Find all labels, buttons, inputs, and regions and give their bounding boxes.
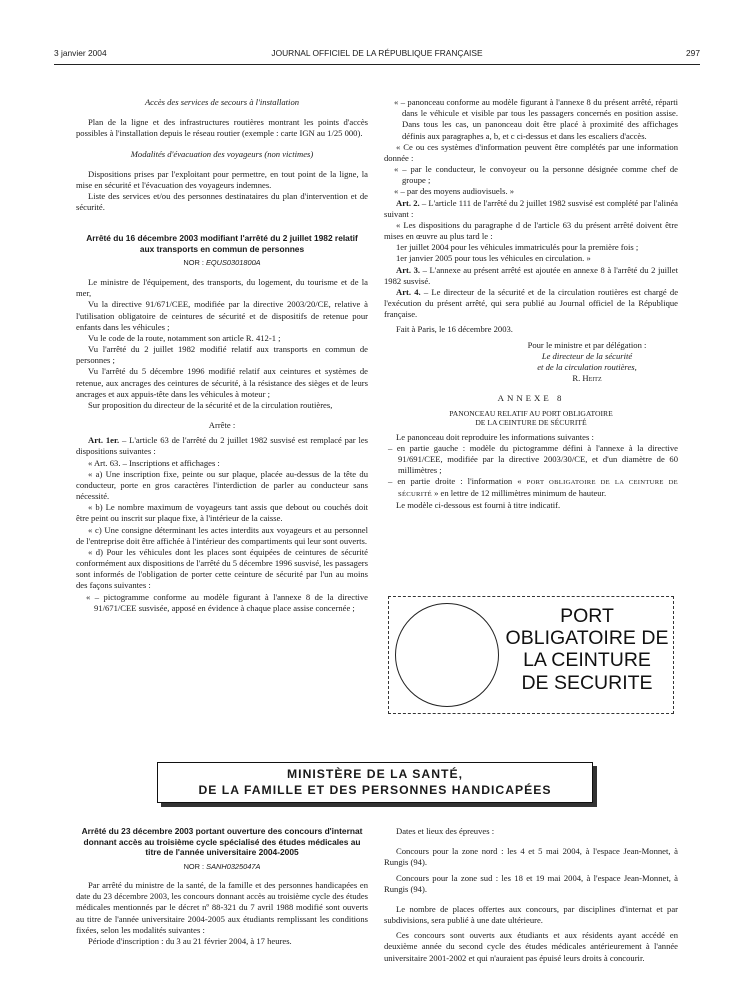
column-left-bottom (76, 826, 368, 947)
article-1: Art. 1er. – L'article 63 de l'arrêté du 2 juillet 1982 susvisé est remplacé par les dispositions suivantes : (76, 435, 368, 457)
annexe-heading: ANNEXE 8 (497, 393, 565, 404)
paragraph-vu-arrete-1996: Vu l'arrêté du 5 décembre 1996 modifié relatif aux ceintures et systèmes de retenue, aux ancrages des ceintures de sécurité, à la résistance des sièges et de leurs ancrages et aux appuis-tête dans les véhicules à moteur ; (76, 366, 368, 399)
signature-line-delegation: Pour le ministre et par délégation : (527, 339, 647, 350)
nor-reference: NOR : EQUS0301800A (183, 258, 261, 268)
paragraph-zone-sud: Concours pour la zone sud : les 18 et 19 mai 2004, à l'espace Jean-Monnet, à Rungis (94). (384, 872, 678, 894)
paragraph-dispositions: Dispositions prises par l'exploitant pour permettre, en tout point de la ligne, la mise en sécurité et l'évacuation des voyageurs indemnes. (76, 168, 368, 190)
ministry-line-1: MINISTÈRE DE LA SANTÉ, (287, 767, 463, 781)
paragraph-b: « b) Le nombre maximum de voyageurs tant assis que debout ou couchés doit être peint ou inscrit sur plaque fixe, à l'intérieur de la caisse. (76, 502, 368, 524)
seatbelt-sign-text (501, 605, 673, 694)
signature-block (384, 340, 678, 385)
seatbelt-sign-model (388, 596, 674, 714)
arrete-keyword: Arrête : (208, 420, 236, 431)
annexe-subtitle-1: PANONCEAU RELATIF AU PORT OBLIGATOIRE (449, 408, 613, 418)
nor-reference-concours: NOR : SANH0325047A (183, 861, 261, 871)
column-left-top (76, 97, 368, 614)
article-4: Art. 4. – Le directeur de la sécurité et de la circulation routières est chargé de l'exécution du présent arrêté, qui sera publié au Journal officiel de la République française. (384, 286, 679, 320)
paragraph-systemes-information: « Ce ou ces systèmes d'information peuvent être complétés par une information donnée : (384, 141, 678, 163)
article-63-heading: « Art. 63. – Inscriptions et affichages : (88, 457, 220, 468)
sign-line-1: PORT (560, 605, 614, 627)
paragraph-vu-code-route: Vu le code de la route, notamment son article R. 412-1 ; (88, 332, 281, 343)
paragraph-a: « a) Une inscription fixe, peinte ou sur plaque, placée au-dessus de la tête du conducteur, porte en gros caractères l'interdiction de parler au conducteur sans nécessité. (76, 468, 368, 502)
article-2: Art. 2. – L'article 111 de l'arrêté du 2 juillet 1982 susvisé est complété par l'alinéa suivant : (384, 197, 678, 219)
paragraph-dispositions-d: « Les dispositions du paragraphe d de l'article 63 du présent arrêté doivent être mises en œuvre au plus tard le : (384, 219, 678, 242)
paragraph-vu-arrete-1982: Vu l'arrêté du 2 juillet 1982 modifié relatif aux transports en commun de personnes ; (76, 344, 368, 366)
list-item-pictogramme: « – pictogramme conforme au modèle figurant à l'annexe 8 de la directive 91/671/CEE susvisée, apposé en évidence à chaque place assise concernée ; (86, 591, 368, 613)
paragraph-dates-lieux: Dates et lieux des épreuves : (396, 826, 495, 836)
paragraph-liste-services: Liste des services et/ou des personnes destinataires du plan d'intervention et de sécurité. (76, 191, 368, 213)
paragraph-par-arrete: Par arrêté du ministre de la santé, de la famille et des personnes handicapées en date du 23 décembre 2003, les concours donnant accès au troisième cycle des études médicales mentionnés par le décret nº 88-321 du 7 avril 1988 modifié sont ouverts au titre de l'année universitaire 2004-2005 aux étudiants remplissant les conditions fixées, selon les modalités suivantes : (76, 880, 368, 935)
paragraph-zone-nord: Concours pour la zone nord : les 4 et 5 mai 2004, à l'espace Jean-Monnet, à Rungis (94). (384, 846, 678, 868)
signature-name: R. Heitz (572, 373, 602, 384)
paragraph-1-janvier-2005: 1er janvier 2005 pour tous les véhicules en circulation. » (396, 253, 591, 264)
sign-line-2: OBLIGATOIRE DE (505, 627, 669, 650)
list-item-partie-droite: – en partie droite : l'information « PORT OBLIGATOIRE DE LA CEINTURE DE SÉCURITÉ » en lettre de 12 millimètres minimum de hauteur. (388, 476, 678, 498)
heading-acces-secours: Accès des services de secours à l'installation (144, 97, 300, 107)
list-item-conducteur: « – par le conducteur, le convoyeur ou la personne désignée comme chef de groupe ; (394, 164, 678, 186)
paragraph-ces-concours: Ces concours sont ouverts aux étudiants et aux résidents ayant accédé en deuxième année du second cycle des études médicales antérieurement à l'année universitaire 2001-2002 et qui n'auraient pas épuisé leurs droits à concourir. (384, 930, 678, 963)
sign-line-3: LA CEINTURE (523, 649, 651, 672)
paragraph-plan-ligne: Plan de la ligne et des infrastructures routières montrant les points d'accès possibles à l'installation depuis le réseau routier (exemple : carte IGN au 1/25 000). (76, 117, 368, 139)
paragraph-periode-inscription: Période d'inscription : du 3 au 21 février 2004, à 17 heures. (88, 935, 292, 946)
paragraph-ministre: Le ministre de l'équipement, des transports, du logement, du tourisme et de la mer, (76, 277, 368, 299)
annexe-subtitle-2: DE LA CEINTURE DE SÉCURITÉ (475, 418, 587, 428)
ministry-heading-box (157, 762, 593, 803)
paragraph-vu-directive: Vu la directive 91/671/CEE, modifiée par la directive 2003/20/CE, relative à l'utilisation obligatoire de ceintures de sécurité et de dispositifs de retenue pour enfants dans les véhicules ; (76, 299, 368, 332)
paragraph-d: « d) Pour les véhicules dont les places sont équipées de ceintures de sécurité conformément aux dispositions de l'arrêté du 5 décembre 1996 susvisé, les passagers sont informés de l'obligation de porter cette ceinture de sécurité par l'un au moins des façons suivantes : (76, 546, 368, 591)
seatbelt-pictogram-icon (395, 603, 499, 707)
fait-a-paris: Fait à Paris, le 16 décembre 2003. (396, 324, 513, 335)
heading-modalites-evacuation: Modalités d'évacuation des voyageurs (non victimes) (130, 148, 314, 159)
ministry-line-2: DE LA FAMILLE ET DES PERSONNES HANDICAPÉES (198, 782, 552, 797)
paragraph-panonceau-infos: Le panonceau doit reproduire les informations suivantes : (396, 431, 594, 442)
header-page-number: 297 (686, 48, 700, 58)
column-right-top (384, 97, 678, 511)
list-item-partie-gauche: – en partie gauche : modèle du pictogramme défini à l'annexe à la directive 91/691/CEE, modifiée par la directive 2003/30/CE, et d'un diamètre de 60 millimètres ; (388, 442, 678, 476)
arrete-title-concours: Arrêté du 23 décembre 2003 portant ouverture des concours d'internat donnant accès au troisième cycle spécialisé des études médicales au titre de l'année universitaire 2004-2005 (81, 826, 363, 857)
paragraph-c: « c) Une consigne déterminant les actes interdits aux voyageurs et au personnel de l'entreprise doit être affichée à l'intérieur des compartiments qui leur sont ouverts. (76, 524, 368, 546)
paragraph-modele-indicatif: Le modèle ci-dessous est fourni à titre indicatif. (396, 499, 561, 510)
page-header (54, 48, 700, 62)
sign-line-4: DE SECURITE (521, 671, 653, 694)
article-3: Art. 3. – L'annexe au présent arrêté est ajoutée en annexe 8 à l'arrêté du 2 juillet 1982 susvisé. (384, 264, 678, 286)
paragraph-sur-proposition: Sur proposition du directeur de la sécurité et de la circulation routières, (88, 399, 333, 410)
signature-line-circulation: et de la circulation routières, (537, 361, 637, 372)
header-date: 3 janvier 2004 (54, 48, 107, 58)
header-rule (54, 64, 700, 65)
signature-line-directeur: Le directeur de la sécurité (541, 350, 633, 361)
paragraph-nombre-places: Le nombre de places offertes aux concours, par disciplines d'internat et par subdivisions, sera publié à une date ultérieure. (384, 903, 678, 926)
list-item-panonceau: « – panonceau conforme au modèle figurant à l'annexe 8 du présent arrêté, réparti dans le véhicule et visible par tous les passagers concernés en position assise. Dans tous les cas, un panonceau doit être placé à proximité des affichages définis aux paragraphes a, b, et c ci-dessus et dans les escaliers d'accès. (394, 97, 678, 141)
arrete-title-transports: Arrêté du 16 décembre 2003 modifiant l'arrêté du 2 juillet 1982 relatif aux transports en commun de personnes (86, 233, 358, 254)
paragraph-1-juillet-2004: 1er juillet 2004 pour les véhicules immatriculés pour la première fois ; (396, 242, 639, 253)
list-item-audiovisuels: « – par des moyens audiovisuels. » (394, 186, 515, 197)
column-right-bottom (384, 826, 678, 964)
header-journal-title: JOURNAL OFFICIEL DE LA RÉPUBLIQUE FRANÇAISE (271, 48, 483, 58)
